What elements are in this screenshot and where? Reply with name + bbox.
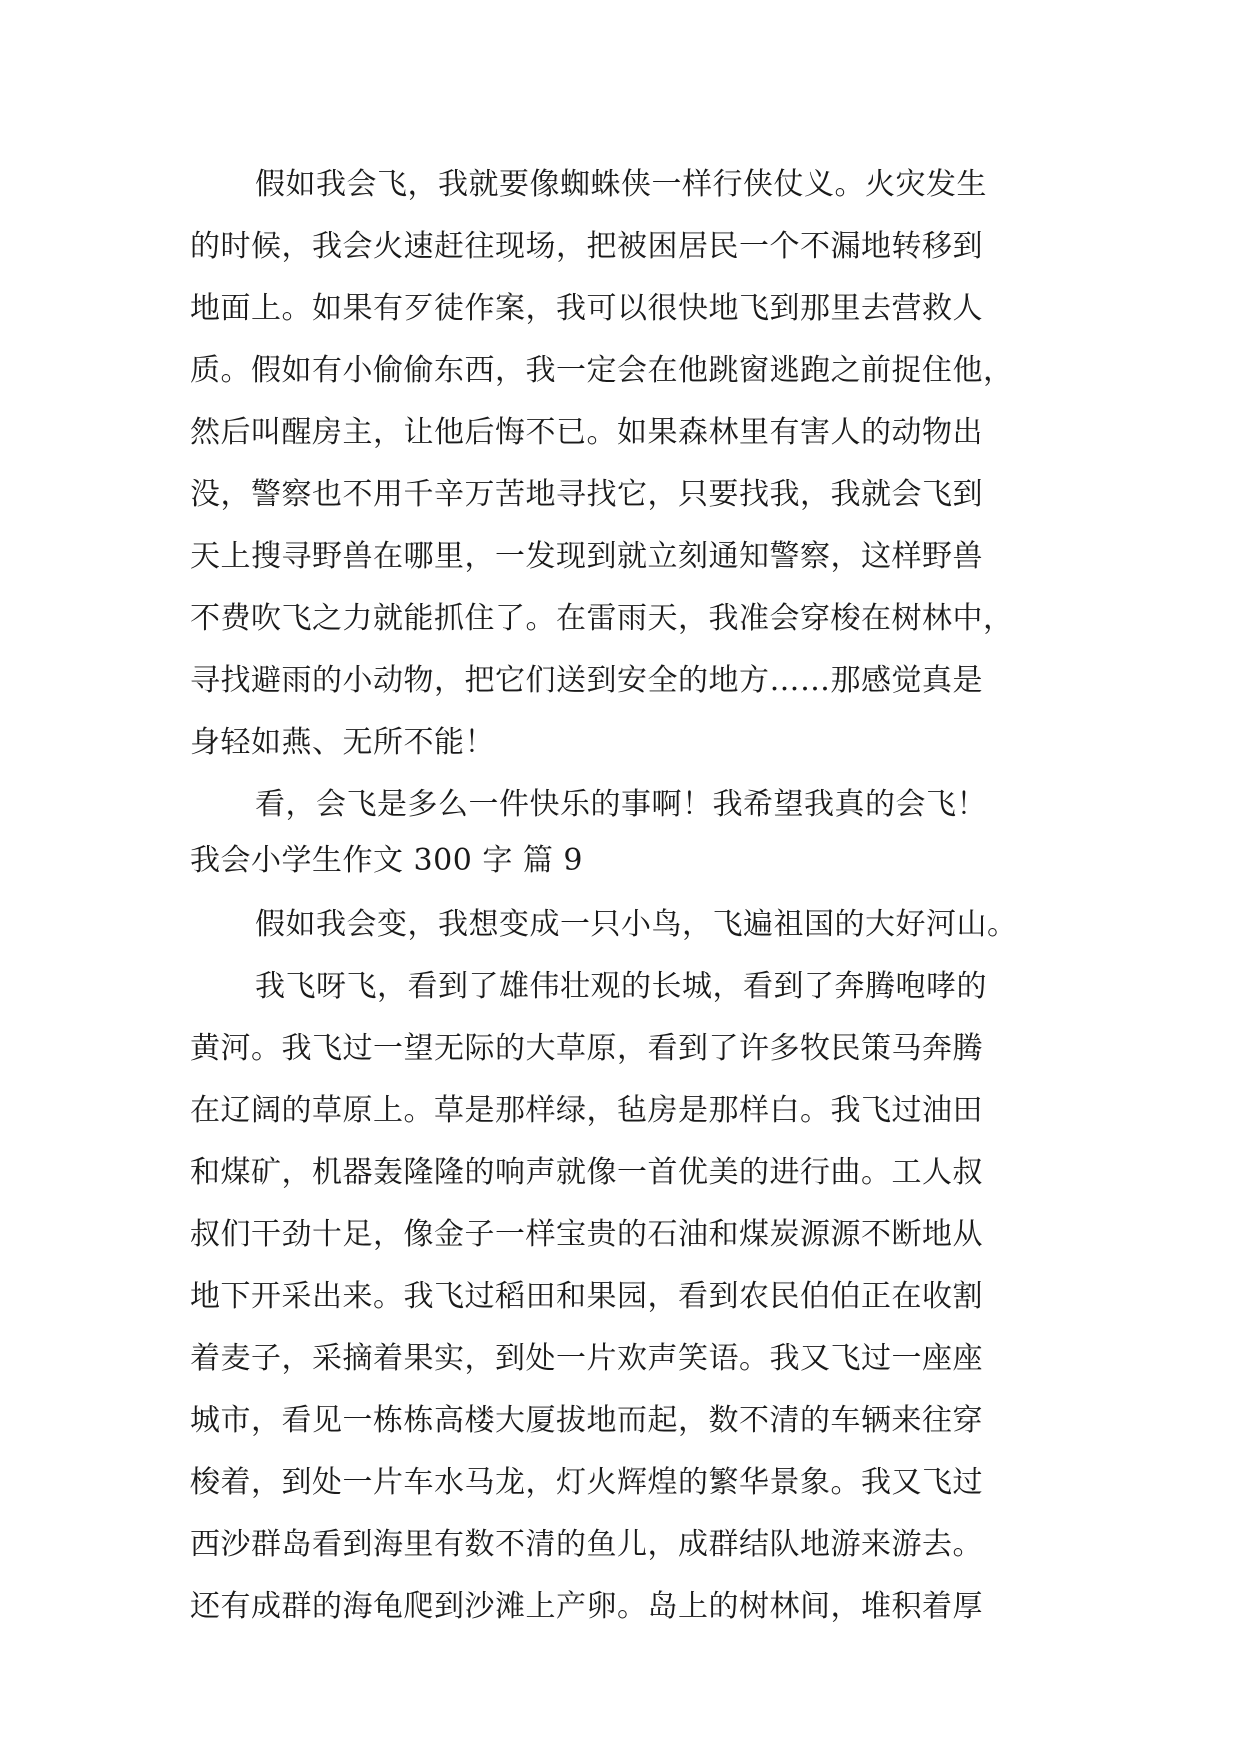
paragraph-line: 天上搜寻野兽在哪里，一发现到就立刻通知警察，这样野兽 [190,539,983,574]
paragraph-line: 质。假如有小偷偷东西，我一定会在他跳窗逃跑之前捉住他， [190,353,1014,388]
section-heading: 我会小学生作文 300 字 篇 9 [190,843,583,878]
paragraph-line: 着麦子，采摘着果实，到处一片欢声笑语。我又飞过一座座 [190,1341,983,1376]
paragraph-line: 看，会飞是多么一件快乐的事啊！我希望我真的会飞！ [255,787,987,822]
paragraph-line: 我飞呀飞，看到了雄伟壮观的长城，看到了奔腾咆哮的 [255,969,987,1004]
paragraph-line: 身轻如燕、无所不能！ [190,725,495,760]
paragraph-line: 没，警察也不用千辛万苦地寻找它，只要找我，我就会飞到 [190,477,983,512]
paragraph-line: 的时候，我会火速赶往现场，把被困居民一个不漏地转移到 [190,229,983,264]
paragraph-line: 黄河。我飞过一望无际的大草原，看到了许多牧民策马奔腾 [190,1031,983,1066]
paragraph-line: 还有成群的海龟爬到沙滩上产卵。岛上的树林间，堆积着厚 [190,1589,983,1624]
paragraph-line: 和煤矿，机器轰隆隆的响声就像一首优美的进行曲。工人叔 [190,1155,983,1190]
paragraph-line: 地面上。如果有歹徒作案，我可以很快地飞到那里去营救人 [190,291,983,326]
paragraph-line: 然后叫醒房主，让他后悔不已。如果森林里有害人的动物出 [190,415,983,450]
paragraph-line: 不费吹飞之力就能抓住了。在雷雨天，我准会穿梭在树林中， [190,601,1014,636]
paragraph-line: 梭着，到处一片车水马龙，灯火辉煌的繁华景象。我又飞过 [190,1465,983,1500]
paragraph-line: 假如我会飞，我就要像蜘蛛侠一样行侠仗义。火灾发生 [255,167,987,202]
paragraph-line: 城市，看见一栋栋高楼大厦拔地而起，数不清的车辆来往穿 [190,1403,983,1438]
paragraph-line: 地下开采出来。我飞过稻田和果园，看到农民伯伯正在收割 [190,1279,983,1314]
paragraph-line: 西沙群岛看到海里有数不清的鱼儿，成群结队地游来游去。 [190,1527,983,1562]
paragraph-line: 叔们干劲十足，像金子一样宝贵的石油和煤炭源源不断地从 [190,1217,983,1252]
paragraph-line: 寻找避雨的小动物，把它们送到安全的地方……那感觉真是 [190,663,983,698]
paragraph-line: 假如我会变，我想变成一只小鸟，飞遍祖国的大好河山。 [255,907,1018,942]
paragraph-line: 在辽阔的草原上。草是那样绿，毡房是那样白。我飞过油田 [190,1093,983,1128]
